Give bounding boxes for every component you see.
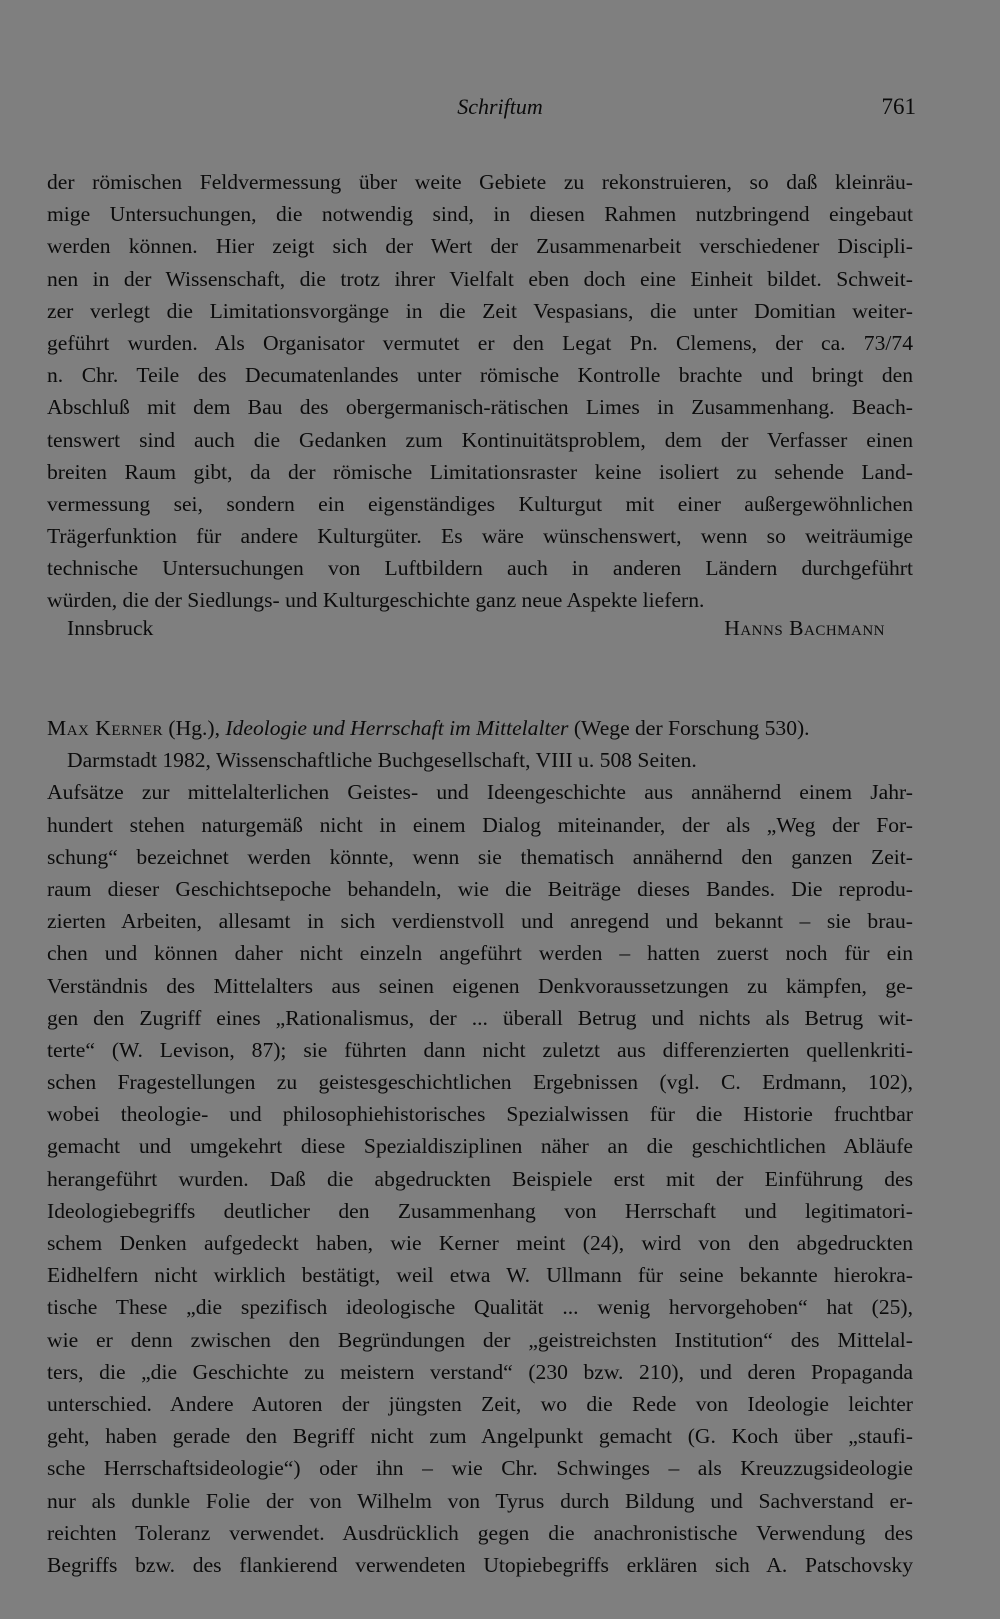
text-line: hundert stehen naturgemäß nicht in einem Dialog miteinander, der als „Weg der For- [47,812,913,837]
review-1-body [47,166,913,617]
text-line: Begriffs bzw. des flankierend verwendeten Utopiebegriffs erklären sich A. Patschovsky [47,1552,913,1577]
text-line: technische Untersuchungen von Luftbildern auch in anderen Ländern durchgeführt [47,556,913,581]
text-line: sche Herrschaftsideologie“) oder ihn – wie Chr. Schwinges – als Kreuzzugsideologie [47,1456,913,1481]
text-line: reichten Toleranz verwendet. Ausdrücklich gegen die anachronistische Verwendung des [47,1520,913,1545]
citation-line [47,712,913,744]
text-line: Eidhelfern nicht wirklich bestätigt, weil etwa W. Ullmann für seine bekannte hierokra- [47,1263,913,1288]
review-2 [47,712,913,1581]
text-line: n. Chr. Teile des Decumatenlandes unter römische Kontrolle brachte und bringt den [47,363,913,388]
text-line: Verständnis des Mittelalters aus seinen eigenen Denkvoraussetzungen zu kämpfen, ge- [47,973,913,998]
text-line: herangeführt wurden. Daß die abgedruckten Beispiele erst mit der Einführung des [47,1166,913,1191]
text-line: tenswert sind auch die Gedanken zum Kontinuitätsproblem, dem der Verfasser einen [47,427,913,452]
citation-series: (Wege der Forschung 530). [568,716,810,740]
text-line: schem Denken aufgedeckt haben, wie Kerner meint (24), wird von den abgedruckten [47,1231,913,1255]
text-line: werden können. Hier zeigt sich der Wert der Zusammenarbeit verschiedener Discipli- [47,234,913,259]
text-line: nen in der Wissenschaft, die trotz ihrer Vielfalt eben doch eine Einheit bildet. Schweit- [47,266,913,291]
text-line: schung“ bezeichnet werden könnte, wenn sie thematisch annähernd den ganzen Zeit- [47,844,913,869]
text-line: der römischen Feldvermessung über weite Gebiete zu rekonstruieren, so daß kleinräu- [47,170,913,194]
text-line: wobei theologie- und philosophiehistorisches Spezialwissen für die Historie fruchtbar [47,1102,913,1127]
text-line: gemacht und umgekehrt diese Spezialdisziplinen näher an die geschichtlichen Abläufe [47,1134,913,1159]
text-line: chen und können daher nicht einzeln angeführt werden – hatten zuerst noch für ein [47,941,913,966]
citation-editor-note: (Hg.), [163,716,226,740]
text-line: schen Fragestellungen zu geistesgeschichtlichen Ergebnissen (vgl. C. Erdmann, 102), [47,1070,913,1095]
text-line: ters, die „die Geschichte zu meistern verstand“ (230 bzw. 210), und deren Propaganda [47,1359,913,1384]
citation-publication: Darmstadt 1982, Wissenschaftliche Buchgesellschaft, VIII u. 508 Seiten. [67,748,697,773]
text-line: zer verlegt die Limitationsvorgänge in die Zeit Vespasians, die unter Domitian weiter- [47,298,913,323]
text-line: würden, die der Siedlungs- und Kulturgeschichte ganz neue Aspekte liefern. [47,588,705,613]
text-line: Abschluß mit dem Bau des obergermanisch-rätischen Limes in Zusammenhang. Beach- [47,395,913,420]
text-line: nur als dunkle Folie der von Wilhelm von Tyrus durch Bildung und Sachverstand er- [47,1488,913,1513]
text-line: geht, haben gerade den Begriff nicht zum Angelpunkt gemacht (G. Koch über „staufi- [47,1424,913,1449]
review-1-signature [67,616,885,641]
text-line: Ideologiebegriffs deutlicher den Zusammenhang von Herrschaft und legitimatori- [47,1198,913,1223]
citation-author: Max Kerner [47,716,164,740]
text-line: wie er denn zwischen den Begründungen der „geistreichsten Institution“ des Mittelal- [47,1327,913,1352]
text-line: unterschied. Andere Autoren der jüngsten Zeit, wo die Rede von Ideologie leichter [47,1391,913,1416]
page-number: 761 [881,94,916,119]
text-line: terte“ (W. Levison, 87); sie führten dann nicht zuletzt aus differenzierten quellenkriti- [47,1037,913,1062]
text-line: vermessung sei, sondern ein eigenständiges Kulturgut mit einer außergewöhnlichen [47,491,913,516]
text-line: tische These „die spezifisch ideologische Qualität ... wenig hervorgehoben“ hat (25), [47,1295,913,1320]
text-line: gen den Zugriff eines „Rationalismus, der ... überall Betrug und nichts als Betrug wit- [47,1005,913,1030]
text-line: raum dieser Geschichtsepoche behandeln, wie die Beiträge dieses Bandes. Die reprodu- [47,876,913,901]
text-line: Trägerfunktion für andere Kulturgüter. Es wäre wünschenswert, wenn so weiträumige [47,524,913,549]
citation-title: Ideologie und Herrschaft im Mittelalter [225,716,569,740]
running-title: Schriftum [457,94,543,119]
text-line: Aufsätze zur mittelalterlichen Geistes- und Ideengeschichte aus annähernd einem Jahr- [47,780,913,805]
signature-reviewer: Hanns Bachmann [724,616,885,640]
text-line: zierten Arbeiten, allesamt in sich verdienstvoll und anregend und bekannt – sie brau- [47,909,913,934]
text-line: mige Untersuchungen, die notwendig sind, in diesen Rahmen nutzbringend eingebaut [47,202,913,227]
text-line: geführt wurden. Als Organisator vermutet er den Legat Pn. Clemens, der ca. 73/74 [47,330,913,355]
text-line: breiten Raum gibt, da der römische Limitationsraster keine isoliert zu sehende Land- [47,459,913,484]
signature-place: Innsbruck [67,616,154,640]
